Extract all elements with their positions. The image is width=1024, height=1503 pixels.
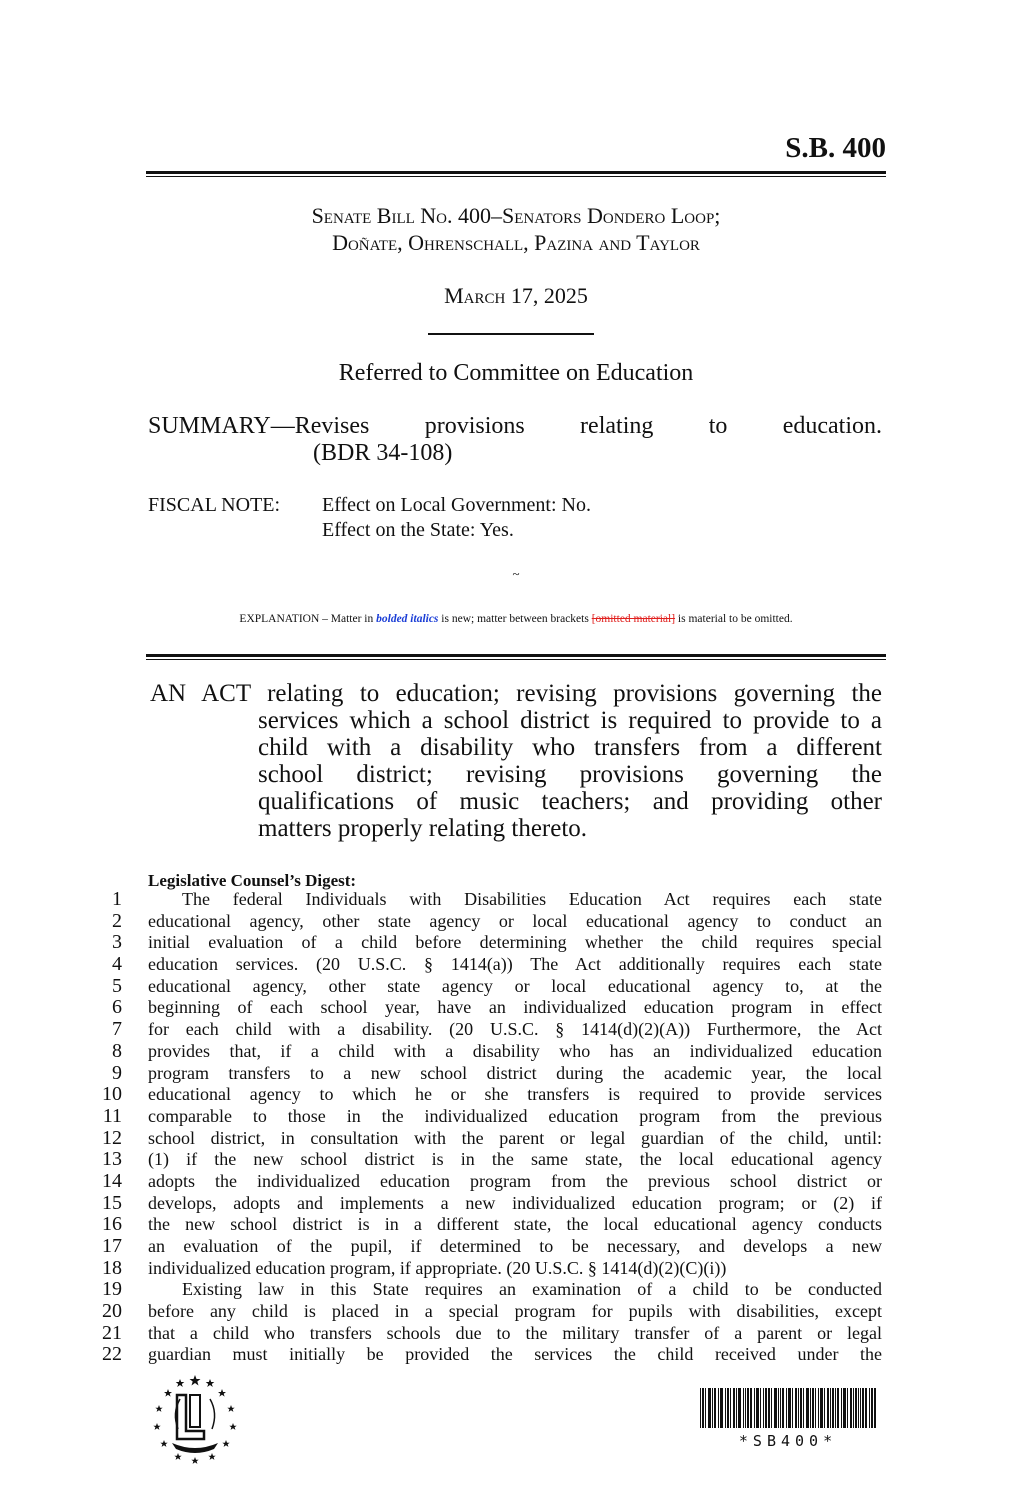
line-number: 10: [102, 1083, 122, 1106]
line-number: 5: [112, 974, 122, 997]
digest-line-text: education services. (20 U.S.C. § 1414(a)) The Act additionally requires each state: [148, 954, 882, 975]
barcode-text: *SB400*: [738, 1432, 838, 1450]
explanation-prefix: EXPLANATION – Matter in: [239, 613, 374, 625]
digest-line: [90, 1063, 885, 1085]
digest-line: [90, 1106, 885, 1128]
digest-line: [90, 1279, 885, 1301]
digest-line: [90, 1041, 885, 1063]
digest-line-text: an evaluation of the pupil, if determined to be necessary, and develops a new: [148, 1236, 882, 1256]
digest-line-text: provides that, if a child with a disability who has an individualized education: [148, 1040, 882, 1061]
digest-line-text: initial evaluation of a child before determining whether the child requires special: [148, 932, 882, 953]
digest-body: [90, 889, 885, 1366]
line-number: 14: [102, 1169, 122, 1192]
digest-line-text: guardian must initially be provided the services the child received under the: [148, 1344, 882, 1365]
explanation-bolded-italics: bolded italics: [376, 613, 439, 625]
digest-line: [90, 954, 885, 976]
digest-line: [90, 1084, 885, 1106]
line-number: 19: [102, 1278, 122, 1301]
digest-line-text: the new school district is in a different state, the local educational agency conducts: [148, 1214, 882, 1235]
line-number: 13: [102, 1148, 122, 1171]
line-number: 20: [102, 1300, 122, 1323]
bill-heading-line-1: Senate Bill No. 400–Senators Dondero Loop;: [311, 203, 721, 228]
digest-line-text: educational agency to which he or she transfers is required to provide services: [148, 1084, 882, 1105]
digest-line-text: program transfers to a new school district during the academic year, the local: [148, 1062, 882, 1083]
line-number: 9: [112, 1061, 122, 1084]
digest-line-text: school district, in consultation with the parent or legal guardian of the child, until:: [148, 1127, 882, 1148]
line-number: 8: [112, 1039, 122, 1062]
bill-heading-line-2: Doñate, Ohrenschall, Pazina and Taylor: [332, 230, 700, 255]
summary-bdr: (BDR 34-108): [313, 440, 453, 466]
body-rule-thick: [146, 654, 886, 657]
body-rule-thin: [146, 659, 886, 660]
digest-line-text: The federal Individuals with Disabilities Education Act requires each state: [182, 889, 882, 909]
digest-line-text: educational agency, other state agency or local educational agency to, at the: [148, 975, 882, 996]
digest-line-text: before any child is placed in a special program for pupils with disabilities, except: [148, 1301, 882, 1322]
explanation-note: [146, 613, 886, 625]
digest-line: [90, 1214, 885, 1236]
act-title-line: AN ACT relating to education; revising provisions governing the: [150, 680, 882, 707]
digest-line: [90, 1236, 885, 1258]
committee-referral: Referred to Committee on Education: [338, 360, 694, 386]
summary-line-1: SUMMARY—Revises provisions relating to education.: [148, 413, 882, 439]
digest-line-text: that a child who transfers schools due to the military transfer of a parent or legal: [148, 1322, 882, 1343]
date-divider: [428, 333, 594, 335]
digest-line: [90, 1193, 885, 1215]
digest-line: [90, 1258, 885, 1280]
digest-line-text: adopts the individualized education program from the previous school district or: [148, 1170, 882, 1191]
digest-line-text: beginning of each school year, have an individualized education program in effect: [148, 997, 882, 1018]
digest-line: [90, 889, 885, 911]
digest-line-text: Existing law in this State requires an examination of a child to be conducted: [182, 1279, 882, 1300]
line-number: 17: [102, 1235, 122, 1257]
fiscal-note-local: Effect on Local Government: No.: [322, 494, 591, 516]
digest-line: [90, 932, 885, 954]
line-number: 21: [102, 1321, 122, 1344]
line-number: 12: [102, 1126, 122, 1149]
digest-line: [90, 1019, 885, 1041]
act-title-line: qualifications of music teachers; and providing other: [258, 788, 882, 815]
digest-line: [90, 1128, 885, 1150]
bill-number: S.B. 400: [785, 132, 886, 164]
line-number: 18: [102, 1256, 122, 1279]
digest-line-text: individualized education program, if appropriate. (20 U.S.C. § 1414(d)(2)(C)(i)): [148, 1257, 727, 1278]
digest-line-text: (1) if the new school district is in the same state, the local educational agency: [148, 1149, 882, 1170]
line-number: 1: [112, 888, 122, 910]
digest-title: Legislative Counsel’s Digest:: [148, 871, 357, 890]
digest-line-text: comparable to those in the individualized education program from the previous: [148, 1105, 882, 1126]
barcode-icon: [700, 1388, 876, 1428]
header-rule-thin: [146, 176, 886, 177]
digest-line: [90, 1149, 885, 1171]
fiscal-note-state: Effect on the State: Yes.: [322, 519, 514, 541]
explanation-middle: is new; matter between brackets: [441, 613, 589, 625]
line-number: 15: [102, 1191, 122, 1214]
act-title: [150, 680, 882, 842]
digest-line: [90, 1323, 885, 1345]
digest-line: [90, 1301, 885, 1323]
act-title-line: school district; revising provisions governing the: [258, 761, 882, 788]
digest-line: [90, 1344, 885, 1366]
digest-line-text: educational agency, other state agency or local educational agency to conduct an: [148, 910, 882, 931]
line-number: 22: [102, 1343, 122, 1366]
line-number: 6: [112, 996, 122, 1019]
state-seal-icon: [150, 1373, 240, 1465]
act-title-line: matters properly relating thereto.: [258, 815, 588, 842]
fiscal-note-label: FISCAL NOTE:: [148, 494, 281, 516]
line-number: 7: [112, 1018, 122, 1041]
line-number: 4: [112, 953, 122, 976]
digest-line: [90, 997, 885, 1019]
header-rule-thick: [146, 171, 886, 174]
digest-line-text: for each child with a disability. (20 U.S.C. § 1414(d)(2)(A)) Furthermore, the Act: [148, 1019, 882, 1040]
digest-line: [90, 1171, 885, 1193]
explanation-omitted: [omitted material]: [591, 613, 676, 625]
line-number: 16: [102, 1213, 122, 1236]
introduction-date: March 17, 2025: [444, 283, 588, 308]
line-number: 2: [112, 909, 122, 932]
digest-line-text: develops, adopts and implements a new individualized education program; or (2) if: [148, 1192, 882, 1213]
line-number: 3: [112, 931, 122, 954]
explanation-suffix: is material to be omitted.: [677, 613, 793, 625]
line-number: 11: [102, 1104, 122, 1127]
digest-line: [90, 976, 885, 998]
separator-tilde: ~: [512, 566, 520, 581]
act-title-line: child with a disability who transfers from a different: [258, 734, 882, 761]
digest-line: [90, 911, 885, 933]
act-title-line: services which a school district is required to provide to a: [258, 707, 882, 734]
